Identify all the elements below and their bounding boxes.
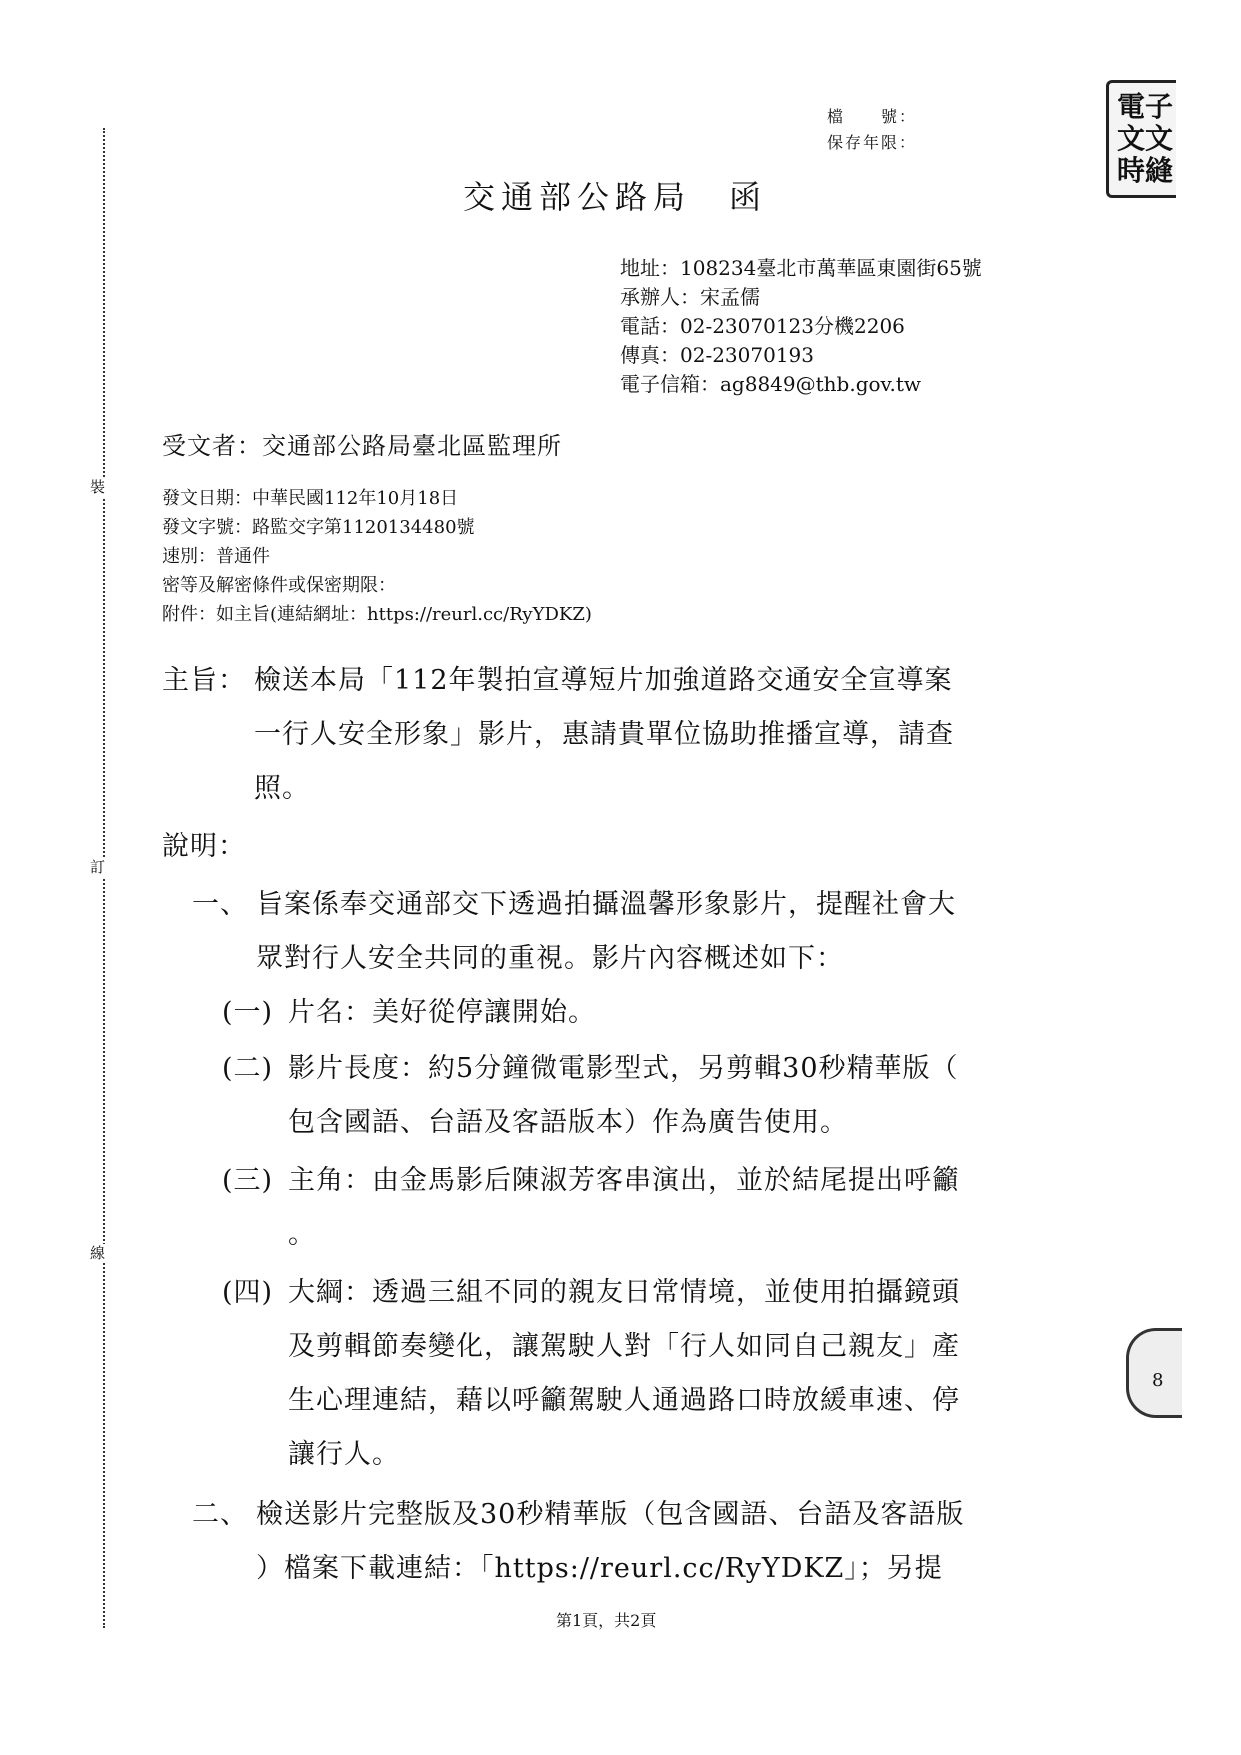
sender-phone: 電話：02-23070123分機2206 bbox=[620, 314, 905, 338]
sub-3-line: 主角：由金馬影后陳淑芳客串演出，並於結尾提出呼籲 bbox=[288, 1165, 960, 1196]
sub-1-line: 片名：美好從停讓開始。 bbox=[288, 997, 596, 1028]
subject-line: 檢送本局「112年製拍宣導短片加強道路交通安全宣導案 bbox=[254, 665, 953, 696]
sub-4-line: 讓行人。 bbox=[288, 1439, 400, 1470]
item-1-line: 旨案係奉交通部交下透過拍攝溫馨形象影片，提醒社會大 bbox=[256, 889, 956, 920]
binding-char-ding: 訂 bbox=[90, 858, 106, 876]
sub-1-marker: (一) bbox=[222, 997, 274, 1028]
issue-date: 發文日期：中華民國112年10月18日 bbox=[162, 488, 459, 509]
confidentiality: 密等及解密條件或保密期限： bbox=[162, 575, 396, 596]
subject-line: 照。 bbox=[254, 773, 310, 804]
item-2-marker: 二、 bbox=[192, 1499, 248, 1530]
file-number-label: 檔 號： bbox=[827, 107, 918, 126]
sub-2-marker: (二) bbox=[222, 1053, 274, 1084]
electronic-document-stamp: 電子文文時縫 bbox=[1106, 80, 1176, 198]
page-indicator: 第1頁，共2頁 bbox=[556, 1611, 657, 1630]
sender-handler: 承辦人：宋孟儒 bbox=[620, 285, 760, 309]
subject-label: 主旨： bbox=[162, 665, 246, 696]
sub-4-marker: (四) bbox=[222, 1277, 274, 1308]
attachment: 附件：如主旨(連結網址：https://reurl.cc/RyYDKZ) bbox=[162, 604, 592, 625]
sub-4-line: 及剪輯節奏變化，讓駕駛人對「行人如同自己親友」產 bbox=[288, 1331, 960, 1362]
seal-number: 8 bbox=[1152, 1370, 1164, 1391]
sender-fax: 傳真：02-23070193 bbox=[620, 343, 815, 367]
document-title: 交通部公路局 函 bbox=[463, 178, 768, 216]
binding-char-xian: 線 bbox=[90, 1244, 106, 1262]
item-2-line: ）檔案下載連結：「https://reurl.cc/RyYDKZ」；另提 bbox=[256, 1553, 943, 1584]
sub-2-line: 包含國語、台語及客語版本）作為廣告使用。 bbox=[288, 1107, 848, 1138]
item-1-line: 眾對行人安全共同的重視。影片內容概述如下： bbox=[256, 943, 844, 974]
sub-3-marker: (三) bbox=[222, 1165, 274, 1196]
explanation-label: 說明： bbox=[162, 831, 246, 862]
sub-4-line: 大綱：透過三組不同的親友日常情境，並使用拍攝鏡頭 bbox=[288, 1277, 960, 1308]
sender-address: 地址：108234臺北市萬華區東園街65號 bbox=[620, 256, 982, 280]
item-1-marker: 一、 bbox=[192, 889, 248, 920]
document-number: 發文字號：路監交字第1120134480號 bbox=[162, 517, 475, 538]
sub-3-line: 。 bbox=[288, 1219, 316, 1250]
sender-email: 電子信箱：ag8849@thb.gov.tw bbox=[620, 372, 921, 396]
recipient: 受文者：交通部公路局臺北區監理所 bbox=[162, 432, 562, 460]
binding-dotted-line bbox=[103, 128, 105, 1628]
subject-line: 一行人安全形象」影片，惠請貴單位協助推播宣導，請查 bbox=[254, 719, 954, 750]
speed-class: 速別：普通件 bbox=[162, 546, 270, 567]
item-2-line: 檢送影片完整版及30秒精華版（包含國語、台語及客語版 bbox=[256, 1499, 965, 1530]
binding-char-zhuang: 裝 bbox=[90, 478, 106, 496]
retention-period-label: 保存年限： bbox=[827, 133, 918, 152]
sub-2-line: 影片長度：約5分鐘微電影型式，另剪輯30秒精華版（ bbox=[288, 1053, 959, 1084]
sub-4-line: 生心理連結，藉以呼籲駕駛人通過路口時放緩車速、停 bbox=[288, 1385, 960, 1416]
